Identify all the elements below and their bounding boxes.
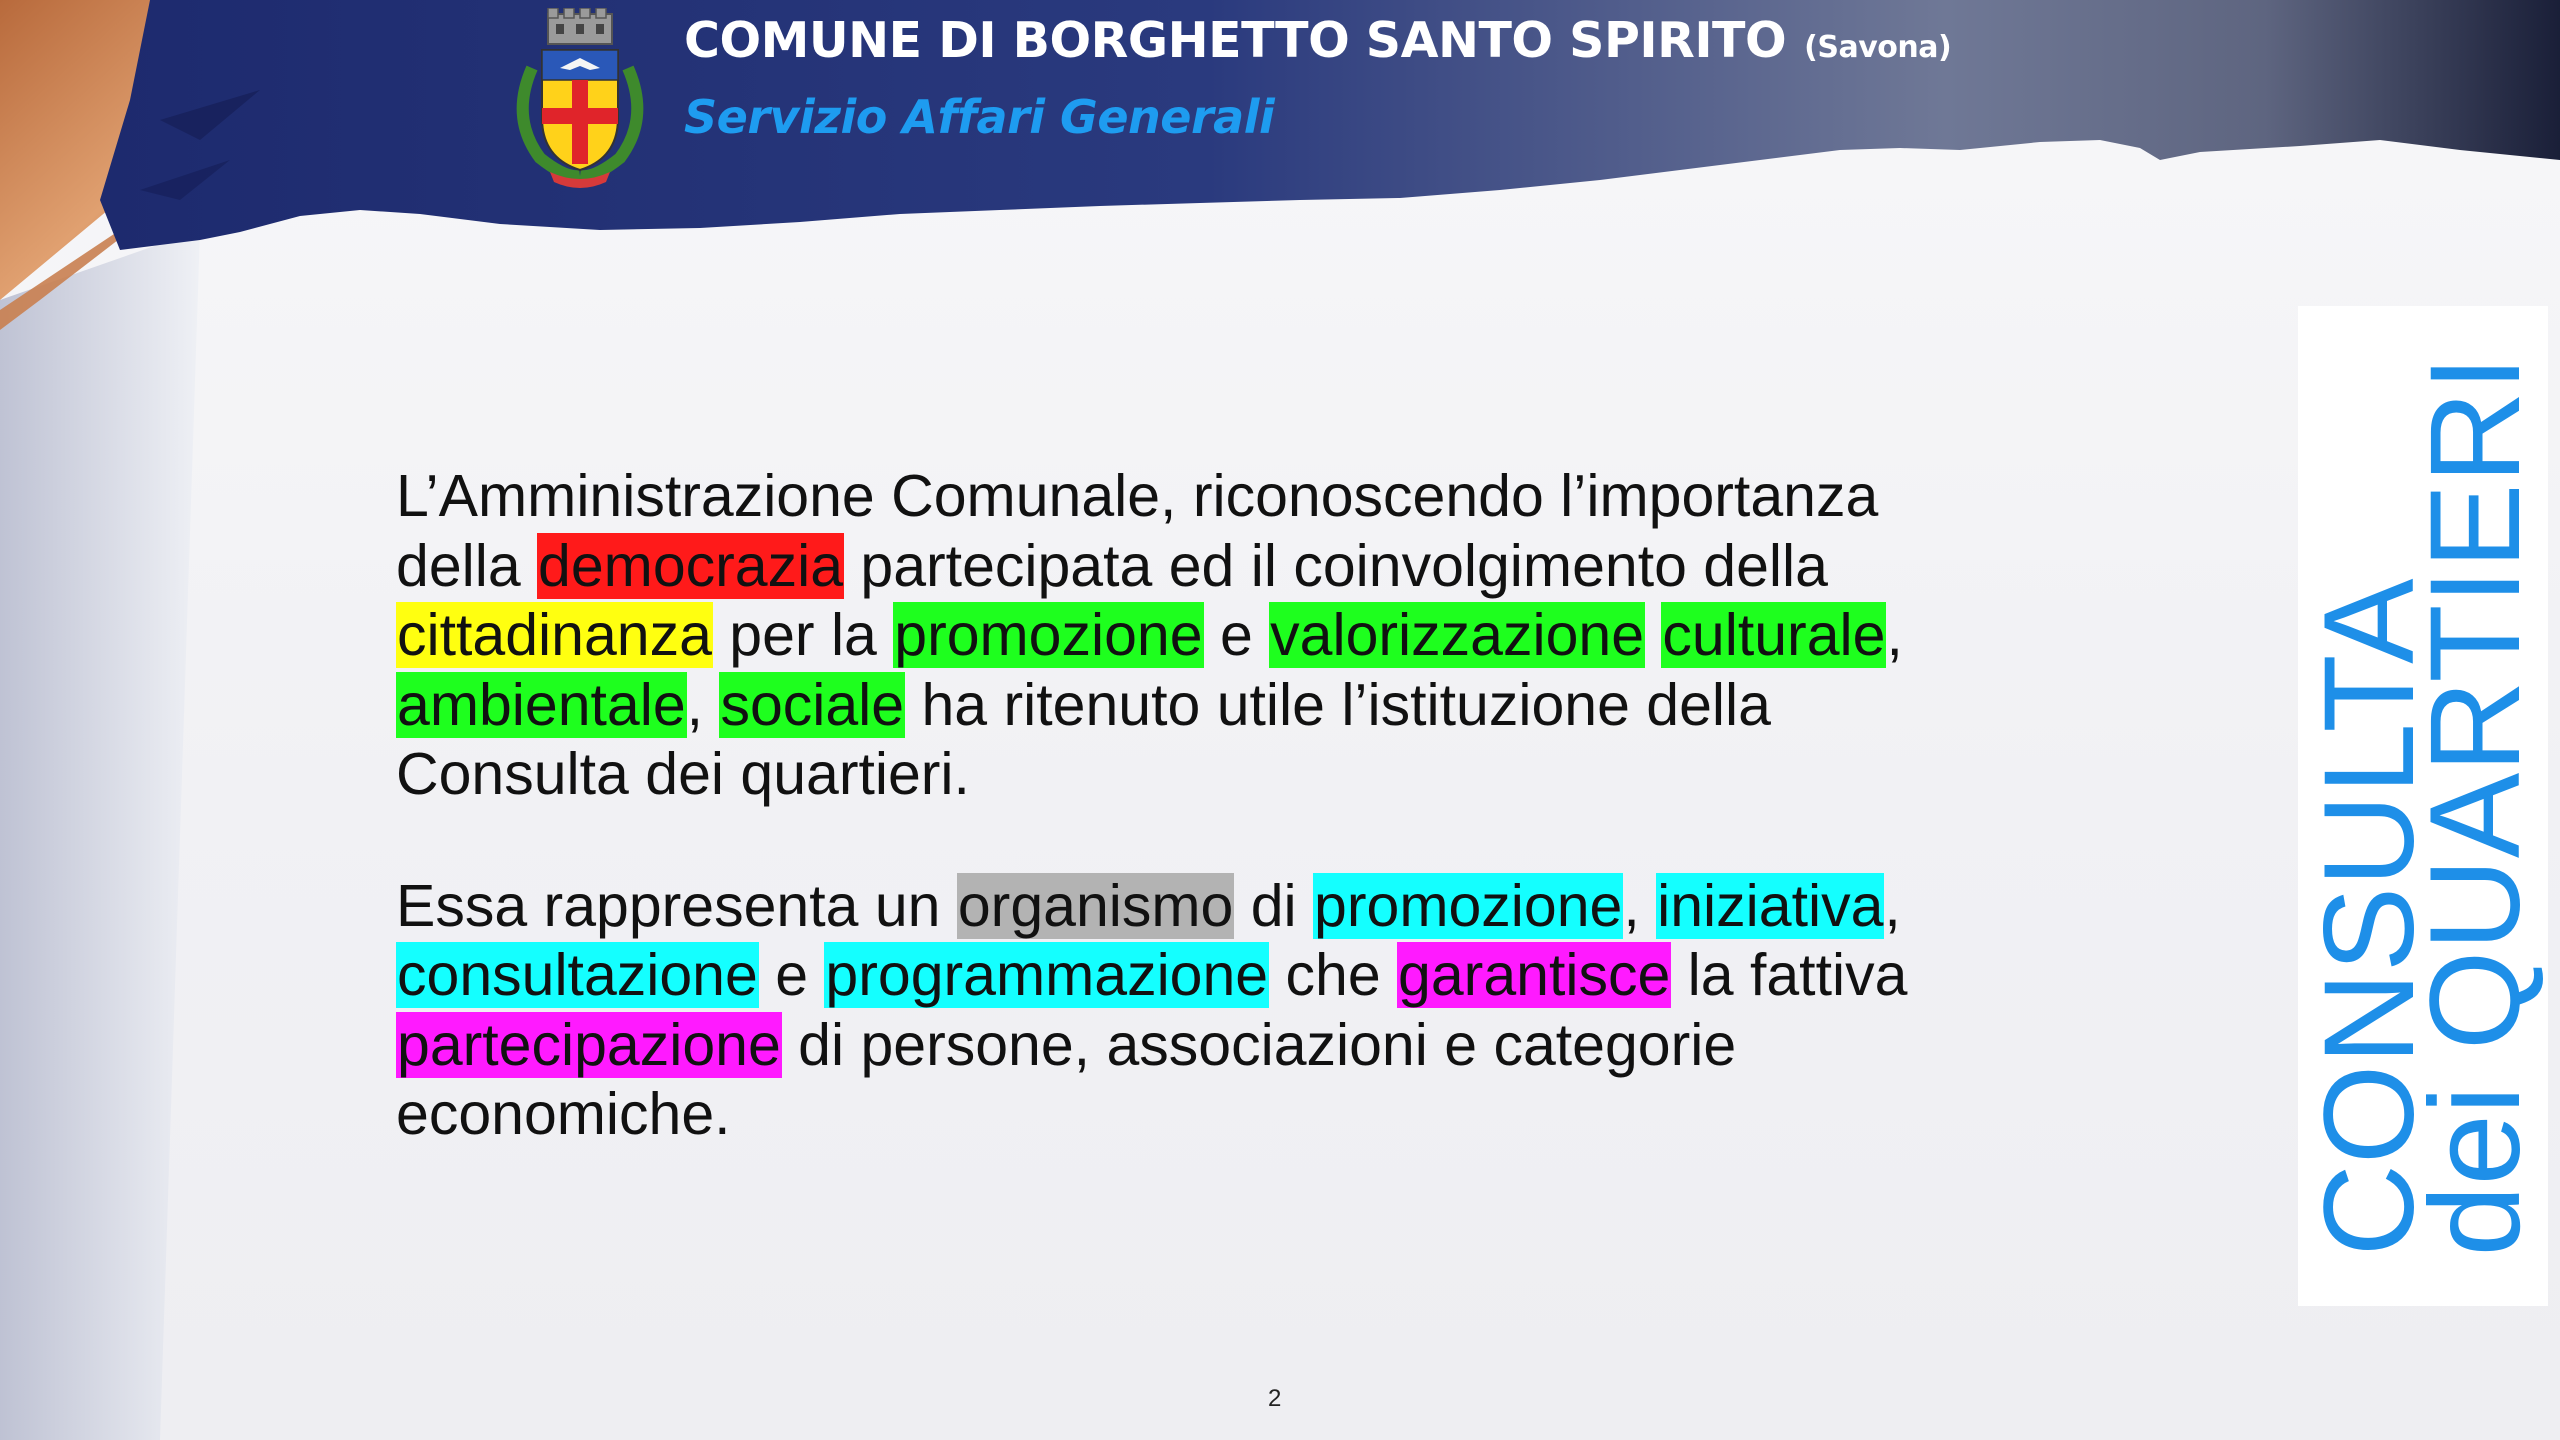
text-run: Consulta dei quartieri. [396,741,970,807]
text-run: per la [712,602,894,668]
text-run: della [396,532,538,599]
text-run: , [1623,872,1657,939]
highlight-iniziativa: iniziativa [1657,872,1884,939]
text-run: e [1203,602,1270,668]
highlight-sociale: sociale [720,671,905,738]
highlight-promozione: promozione [894,602,1203,668]
highlight-promozione: promozione [1314,872,1623,939]
text-run: che [1269,942,1398,1008]
text-run: la fattiva [1671,942,1908,1008]
highlight-culturale: culturale [1662,602,1886,668]
municipality-title [684,12,1951,69]
highlight-partecipazione: partecipazione [397,1011,781,1078]
text-run: e [758,942,825,1008]
text-run [1645,602,1661,668]
highlight-cittadinanza: cittadinanza [397,602,712,668]
vertical-title [2298,355,2547,1257]
province-label: (Savona) [1804,30,1952,65]
text-run: partecipata ed il coinvolgimento della [844,532,1828,599]
text-run: , [1886,602,1903,668]
page-number: 2 [1268,1385,1282,1412]
highlight-programmazione: programmazione [825,942,1269,1008]
text-run: L’Amministrazione Comunale, riconoscendo l’importanza [396,463,1879,529]
municipal-coat-of-arms-icon [510,8,650,193]
municipality-name: COMUNE DI BORGHETTO SANTO SPIRITO [684,12,1787,69]
highlight-democrazia: democrazia [538,532,844,599]
body-text [396,462,2076,1150]
highlight-ambientale: ambientale [397,671,686,738]
vertical-title-line-2: dei QUARTIERI [2404,355,2547,1257]
paragraph-1 [396,462,2076,810]
text-run: , [1884,872,1901,939]
highlight-valorizzazione: valorizzazione [1270,602,1645,668]
vertical-title-line-1: CONSULTA [2298,578,2441,1257]
text-run: di [1234,872,1314,939]
text-run: Essa rappresenta un [396,872,957,939]
text-run: , [686,671,720,738]
department-subtitle: Servizio Affari Generali [684,90,1275,144]
text-run: ha ritenuto utile l’istituzione della [905,671,1771,738]
highlight-consultazione: consultazione [397,942,758,1008]
highlight-garantisce: garantisce [1398,942,1671,1008]
text-run: di persone, associazioni e categorie [781,1011,1737,1078]
highlight-organismo: organismo [957,872,1234,939]
text-run: economiche. [396,1081,731,1147]
left-shaded-band [0,230,200,1440]
paragraph-2 [396,872,2076,1150]
